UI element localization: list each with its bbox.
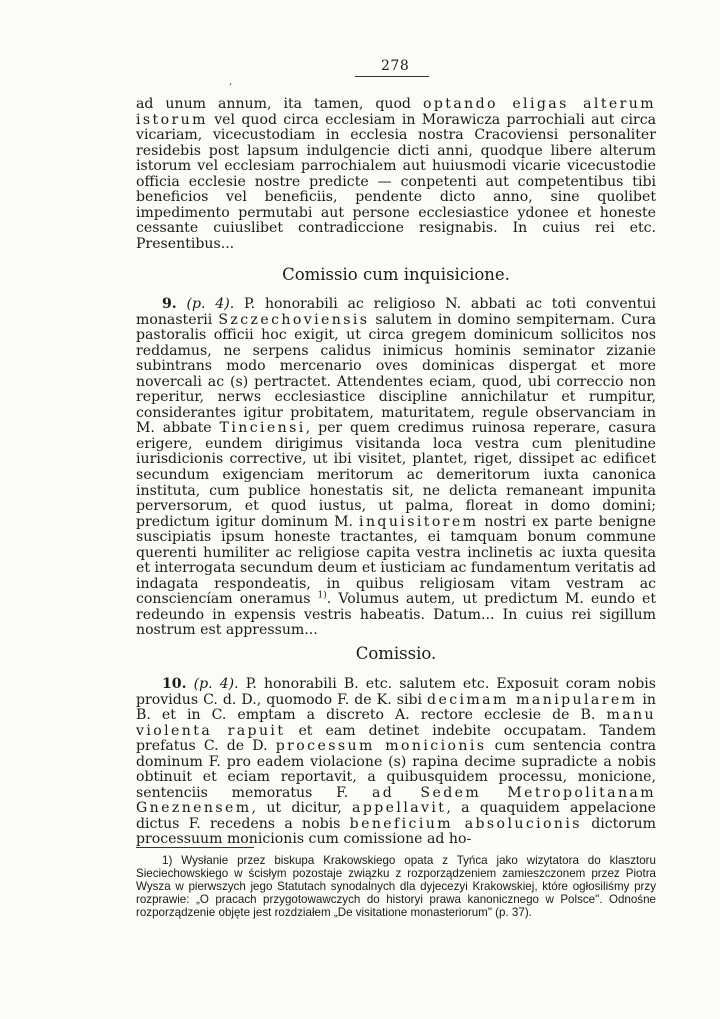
paragraph-9-text-2: salutem in domino sempiternam. Cura pastoralis officii hoc exigit, ut circa gregem dominicum sollicitos nos reddamus, ne serpens calidus inimicus hominis seminator zizanie subintrans modo mercenario oves dominicas dispergat et more novercali ac (s) pertractet. Attendentes eciam, quod, ubi correccio non reperitur, nerws ecclesiastice discipline annichilatur et rumpitur, considerantes igitur probitatem, maturitatem, regule observanciam in M. abbate xyxy=(136,311,656,437)
paragraph-10-text-1: P. honorabili B. etc. salutem etc. Exposuit coram nobis providus C. d. D., quomodo F. de K. sibi xyxy=(136,676,656,708)
paragraph-9-spaced-3: inquisitorem xyxy=(359,513,479,530)
paragraph-10-text-6: , a quaquidem appelacione dictus F. recedens a nobis xyxy=(136,800,656,832)
paragraph-9-text-5: . Volumus autem, ut predictum M. eundo et redeundo in expensis vestris habeatis. Datum... In cuius rei sigillum nostrum est appressum... xyxy=(136,591,656,639)
paragraph-10-text-5: , ut dicitur, xyxy=(251,800,342,817)
paragraph-10 xyxy=(136,677,656,848)
footnote xyxy=(136,854,656,919)
page-reference: (p. 4). xyxy=(193,676,239,692)
page-number: 278 xyxy=(381,58,410,74)
paragraph-10-spaced-4: ad Sedem Metropolitanam Gneznensem xyxy=(136,784,656,817)
paragraph-1-text-b: vel quod circa ecclesiam in Morawicza parrochiali aut circa vicariam, vicecustodiam in ecclesia nostra Cracoviensi personaliter residebis post lapsum indulgencie dicti anni, quodque libere alterum istorum vel ecclesiam parrochialem aut huiusmodi vicarie vicecustodie officia ecclesie nostre predicte — conpetenti aut competentibus tibi beneficios vel beneficiis, pendente dicto anno, sine quolibet impedimento permutabi aut persone ecclesiastice ydonee et honeste cessante cuiuslibet contradiccione resignabis. In cuius rei etc. Presentibus... xyxy=(136,111,657,252)
paragraph-10-text-3: et eam detinet indebite occupatam. Tandem prefatus C. de D. xyxy=(136,722,656,755)
paragraph-9 xyxy=(136,297,656,639)
paragraph-10-spaced-3: processum monicionis xyxy=(275,738,487,755)
paragraph-10-spaced-1: decimam manipularem xyxy=(427,691,638,708)
paragraph-1-spaced-a: optando eligas alterum istorum xyxy=(136,96,657,128)
paragraph-10-spaced-6: beneficium absolucionis xyxy=(349,815,582,832)
paragraph-9-spaced-1: Szczechoviensis xyxy=(218,311,370,328)
footnote-mark: 1) xyxy=(162,854,173,867)
speck-mark: , xyxy=(229,76,233,87)
page-reference: (p. 4). xyxy=(186,296,235,312)
paragraph-10-text-2: in B. et in C. emptam a discreto A. rectore ecclesie de B. xyxy=(136,691,657,724)
paragraph-10-text-4: cum sentencia contra dominum F. pro eadem violacione (s) rapina decime supradicte a nobis obtinuit et eciam reportavit, a quibusquidem processu, monicione, sentenciis memoratus F. xyxy=(136,738,656,801)
paragraph-9-spaced-2: Tinciensi xyxy=(219,420,306,437)
entry-number: 10. xyxy=(162,676,187,692)
section-heading-comissio-cum-inquisicione: Comissio cum inquisicione. xyxy=(282,265,510,284)
footnote-text: Wysłanie przez biskupa Krakowskiego opata z Tyńca jako wizytatora do klasztoru Sieciechowskiego w ścisłym pozostaje związku z rozporządzeniem zamieszczonem przez Piotra Wysza w pierwszych jego Statutach synodalnych dla dyjecezyi Krakowskiej, które ogłosiliśmy przy rozprawie: „O pracach przygotowawczych do historyi prawa kanonicznego w Polsce". Odnośne rozporządzenie objęte jest rozdziałem „De visitatione monasteriorum" (p. 37). xyxy=(136,854,656,919)
paragraph-1-text-a: ad unum annum, ita tamen, quod xyxy=(136,96,411,112)
page-number-rule xyxy=(355,76,429,77)
footnote-rule xyxy=(136,847,254,848)
footnote-reference-mark: 1) xyxy=(317,590,327,601)
section-heading-comissio: Comissio. xyxy=(355,644,437,663)
paragraph-1 xyxy=(136,97,656,252)
paragraph-10-spaced-5: appellavit xyxy=(352,800,447,817)
paragraph-10-text-7: dictorum processuum monicionis cum comissione ad ho- xyxy=(136,815,656,848)
paragraph-10-spaced-2: manu violenta rapuit xyxy=(136,707,656,739)
entry-number: 9. xyxy=(162,296,177,312)
paragraph-9-text-3: , per quem credimus ruinosa reperare, casura erigere, eundem dirigimus visitanda loca vestra cum plenitudine iurisdicionis corrective, ut ibi visitet, plantet, riget, dissipet ac edificet secundum exigenciam meritorum ac demeritorum iuxta canonica instituta, cum publice honestatis sit, ne delicta remaneant impunita perversorum, et quod iustus, ut palma, floreat in domo domini; predictum igitur dominum M. xyxy=(136,420,656,530)
paragraph-9-text-1: P. honorabili ac religioso N. abbati ac toti conventui monasterii xyxy=(136,296,656,328)
paragraph-9-text-4: nostri ex parte benigne suscipiatis ipsum honeste tractantes, ei tamquam bonum commune querenti humiliter ac religiose capita vestra inclinetis ac iuxta quesita et interrogata secundum deum et iusticiam ac fundamentum veritatis ad indagata respondeatis, in quibus religiosam vitam vestram ac consciencíam oneramus xyxy=(136,513,657,608)
